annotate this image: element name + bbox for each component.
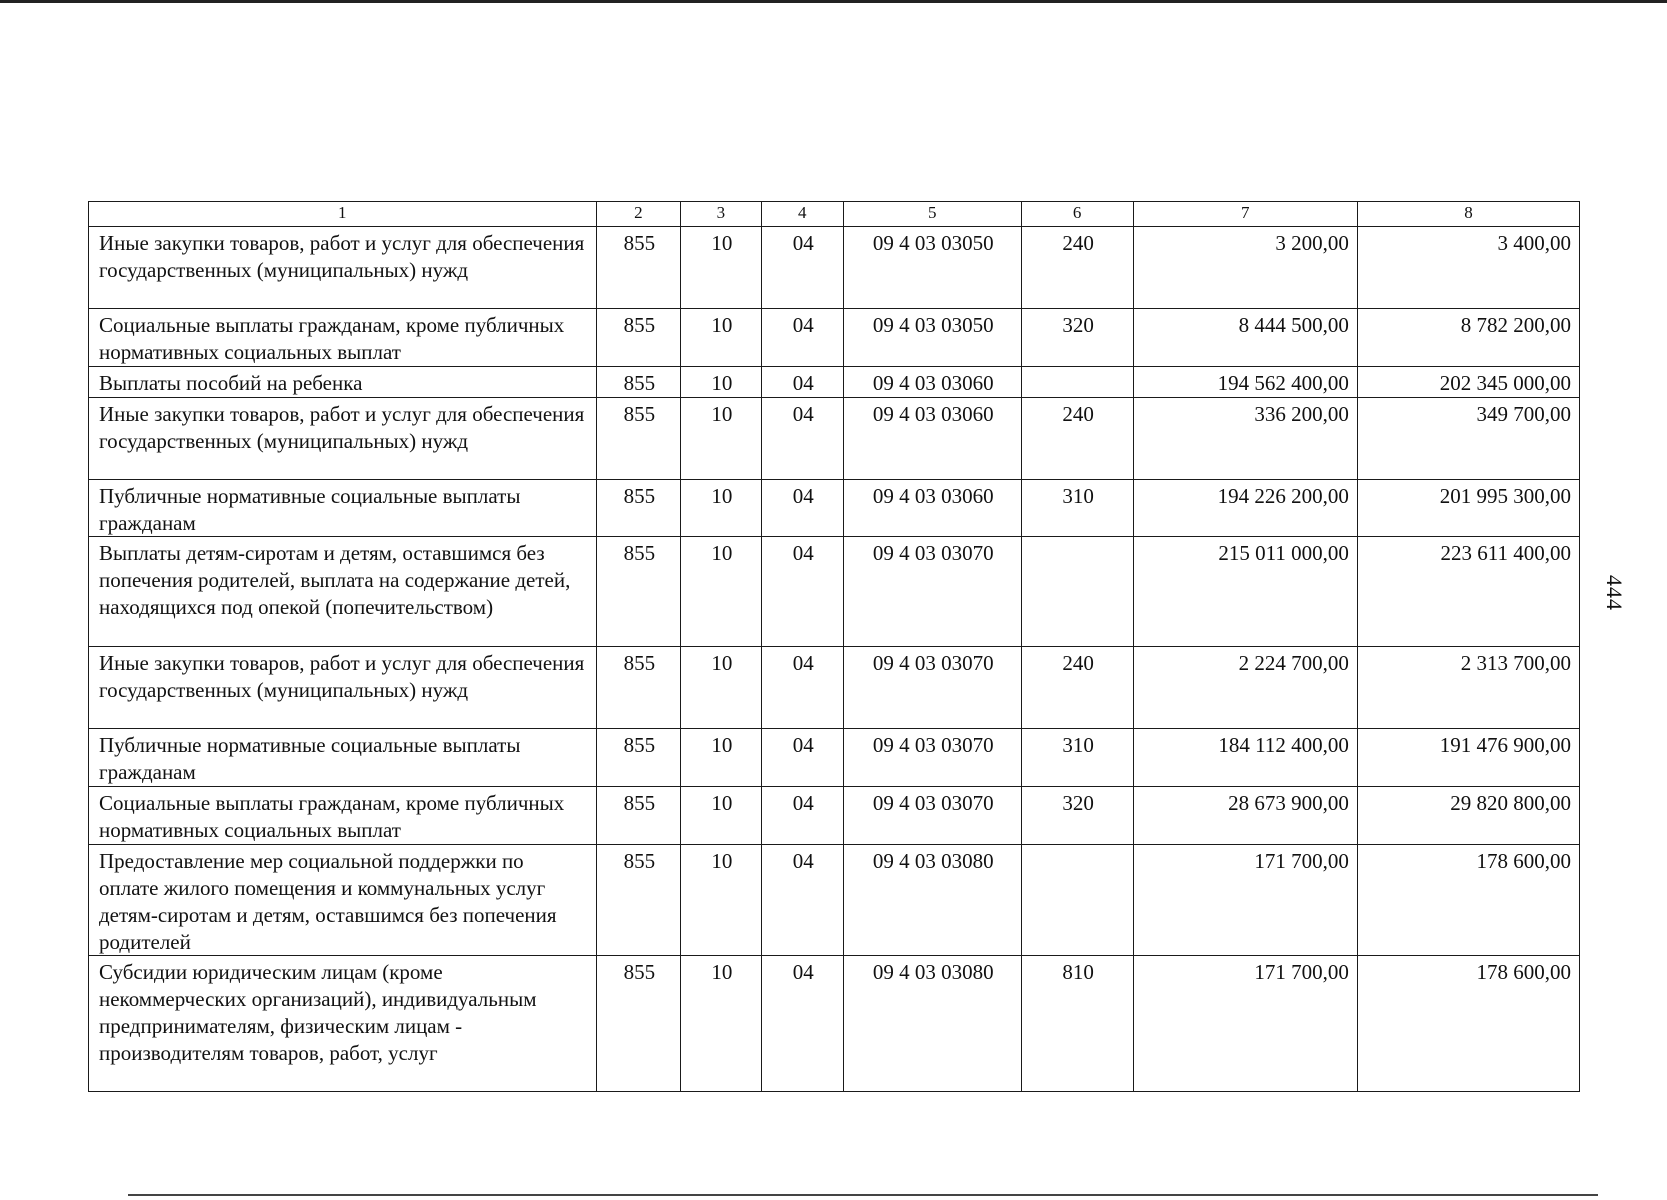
subsection-code: 04 xyxy=(761,309,843,367)
expense-type-code: 320 xyxy=(1021,309,1133,367)
target-article-code: 09 4 03 03070 xyxy=(843,787,1021,845)
amount-col8: 201 995 300,00 xyxy=(1357,479,1579,537)
target-article-code: 09 4 03 03080 xyxy=(843,956,1021,1092)
amount-col8: 8 782 200,00 xyxy=(1357,309,1579,367)
expense-name: Социальные выплаты гражданам, кроме публичных нормативных социальных выплат xyxy=(89,309,597,367)
table-row xyxy=(89,729,1580,787)
target-article-code: 09 4 03 03080 xyxy=(843,844,1021,956)
target-article-code: 09 4 03 03060 xyxy=(843,397,1021,479)
scan-top-edge xyxy=(0,0,1667,3)
amount-col8: 349 700,00 xyxy=(1357,397,1579,479)
subsection-code: 04 xyxy=(761,537,843,647)
section-code: 10 xyxy=(681,309,761,367)
amount-col8: 202 345 000,00 xyxy=(1357,366,1579,397)
amount-col7: 28 673 900,00 xyxy=(1133,787,1357,845)
section-code: 10 xyxy=(681,479,761,537)
expense-name: Субсидии юридическим лицам (кроме некоммерческих организаций), индивидуальным предпринимателям, физическим лицам - производителям товаров, работ, услуг xyxy=(89,956,597,1092)
section-code: 10 xyxy=(681,397,761,479)
subsection-code: 04 xyxy=(761,956,843,1092)
target-article-code: 09 4 03 03060 xyxy=(843,366,1021,397)
section-code: 10 xyxy=(681,647,761,729)
subsection-code: 04 xyxy=(761,729,843,787)
amount-col8: 178 600,00 xyxy=(1357,844,1579,956)
expense-type-code: 810 xyxy=(1021,956,1133,1092)
column-number: 6 xyxy=(1021,202,1133,227)
column-number: 4 xyxy=(761,202,843,227)
section-code: 10 xyxy=(681,844,761,956)
table-row xyxy=(89,787,1580,845)
ministry-code: 855 xyxy=(596,366,681,397)
subsection-code: 04 xyxy=(761,844,843,956)
column-number: 3 xyxy=(681,202,761,227)
section-code: 10 xyxy=(681,729,761,787)
table-row xyxy=(89,537,1580,647)
ministry-code: 855 xyxy=(596,309,681,367)
expense-name: Публичные нормативные социальные выплаты гражданам xyxy=(89,729,597,787)
column-number: 8 xyxy=(1357,202,1579,227)
table-row xyxy=(89,479,1580,537)
amount-col8: 2 313 700,00 xyxy=(1357,647,1579,729)
scan-bottom-line xyxy=(128,1194,1598,1196)
expense-type-code: 320 xyxy=(1021,787,1133,845)
section-code: 10 xyxy=(681,787,761,845)
target-article-code: 09 4 03 03070 xyxy=(843,729,1021,787)
amount-col8: 178 600,00 xyxy=(1357,956,1579,1092)
subsection-code: 04 xyxy=(761,227,843,309)
target-article-code: 09 4 03 03050 xyxy=(843,309,1021,367)
column-number: 2 xyxy=(596,202,681,227)
expense-type-code: 310 xyxy=(1021,479,1133,537)
table-row xyxy=(89,309,1580,367)
column-number: 1 xyxy=(89,202,597,227)
target-article-code: 09 4 03 03050 xyxy=(843,227,1021,309)
ministry-code: 855 xyxy=(596,537,681,647)
column-number: 5 xyxy=(843,202,1021,227)
budget-table xyxy=(88,201,1580,1092)
expense-type-code: 240 xyxy=(1021,227,1133,309)
amount-col7: 215 011 000,00 xyxy=(1133,537,1357,647)
section-code: 10 xyxy=(681,956,761,1092)
amount-col7: 2 224 700,00 xyxy=(1133,647,1357,729)
expense-name: Выплаты пособий на ребенка xyxy=(89,366,597,397)
amount-col7: 171 700,00 xyxy=(1133,844,1357,956)
expense-type-code xyxy=(1021,366,1133,397)
amount-col8: 3 400,00 xyxy=(1357,227,1579,309)
amount-col7: 184 112 400,00 xyxy=(1133,729,1357,787)
subsection-code: 04 xyxy=(761,397,843,479)
section-code: 10 xyxy=(681,227,761,309)
table-row xyxy=(89,956,1580,1092)
table-row xyxy=(89,647,1580,729)
amount-col7: 194 226 200,00 xyxy=(1133,479,1357,537)
expense-type-code: 240 xyxy=(1021,647,1133,729)
ministry-code: 855 xyxy=(596,787,681,845)
page-number: 444 xyxy=(1602,575,1627,611)
expense-name: Иные закупки товаров, работ и услуг для обеспечения государственных (муниципальных) нужд xyxy=(89,397,597,479)
amount-col7: 336 200,00 xyxy=(1133,397,1357,479)
amount-col7: 3 200,00 xyxy=(1133,227,1357,309)
amount-col7: 171 700,00 xyxy=(1133,956,1357,1092)
section-code: 10 xyxy=(681,537,761,647)
column-number-row xyxy=(89,202,1580,227)
ministry-code: 855 xyxy=(596,397,681,479)
expense-type-code: 310 xyxy=(1021,729,1133,787)
ministry-code: 855 xyxy=(596,729,681,787)
target-article-code: 09 4 03 03070 xyxy=(843,537,1021,647)
ministry-code: 855 xyxy=(596,227,681,309)
ministry-code: 855 xyxy=(596,956,681,1092)
table-row xyxy=(89,397,1580,479)
section-code: 10 xyxy=(681,366,761,397)
amount-col8: 29 820 800,00 xyxy=(1357,787,1579,845)
amount-col7: 8 444 500,00 xyxy=(1133,309,1357,367)
ministry-code: 855 xyxy=(596,844,681,956)
amount-col8: 191 476 900,00 xyxy=(1357,729,1579,787)
ministry-code: 855 xyxy=(596,479,681,537)
target-article-code: 09 4 03 03060 xyxy=(843,479,1021,537)
subsection-code: 04 xyxy=(761,366,843,397)
target-article-code: 09 4 03 03070 xyxy=(843,647,1021,729)
expense-type-code xyxy=(1021,844,1133,956)
table-row xyxy=(89,366,1580,397)
amount-col8: 223 611 400,00 xyxy=(1357,537,1579,647)
amount-col7: 194 562 400,00 xyxy=(1133,366,1357,397)
expense-name: Публичные нормативные социальные выплаты гражданам xyxy=(89,479,597,537)
expense-type-code xyxy=(1021,537,1133,647)
expense-name: Предоставление мер социальной поддержки по оплате жилого помещения и коммунальных услуг детям-сиротам и детям, оставшимся без попечения родителей xyxy=(89,844,597,956)
column-number: 7 xyxy=(1133,202,1357,227)
ministry-code: 855 xyxy=(596,647,681,729)
expense-name: Иные закупки товаров, работ и услуг для обеспечения государственных (муниципальных) нужд xyxy=(89,227,597,309)
subsection-code: 04 xyxy=(761,647,843,729)
table-row xyxy=(89,227,1580,309)
expense-type-code: 240 xyxy=(1021,397,1133,479)
subsection-code: 04 xyxy=(761,479,843,537)
expense-name: Выплаты детям-сиротам и детям, оставшимся без попечения родителей, выплата на содержание детей, находящихся под опекой (попечительством) xyxy=(89,537,597,647)
expense-name: Иные закупки товаров, работ и услуг для обеспечения государственных (муниципальных) нужд xyxy=(89,647,597,729)
subsection-code: 04 xyxy=(761,787,843,845)
expense-name: Социальные выплаты гражданам, кроме публичных нормативных социальных выплат xyxy=(89,787,597,845)
table-row xyxy=(89,844,1580,956)
